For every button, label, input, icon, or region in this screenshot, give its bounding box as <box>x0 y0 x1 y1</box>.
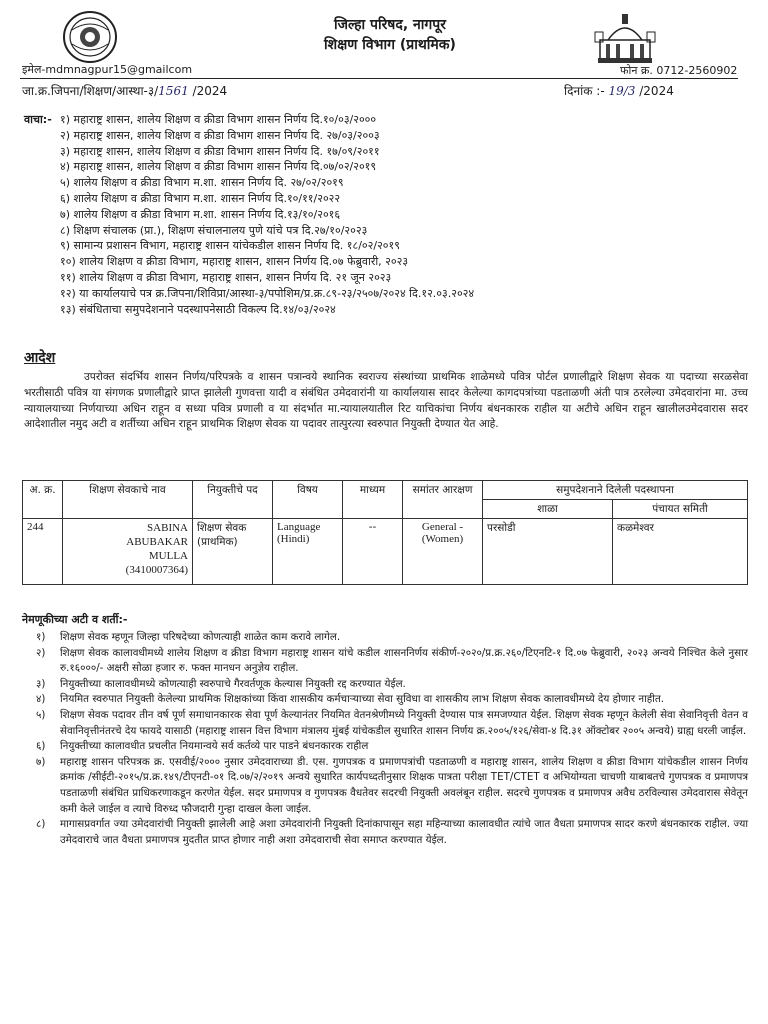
reference-item: १२) या कार्यालयाचे पत्र क्र.जिपना/शिविप्रा/आस्था-३/पपोशिम/प्र.क्र.८९-२३/२५०७/२०२४ दि.१२.०३.२०२४ <box>60 286 475 300</box>
cell-post: शिक्षण सेवक (प्राथमिक) <box>193 519 273 585</box>
condition-item: ६) नियुक्तीच्या कालावधीत प्रचलीत नियमान्वये सर्व कर्तव्ये पार पाडने बंधनकारक राहील <box>36 740 369 753</box>
header-subject: विषय <box>273 481 343 519</box>
email-address: इमेल-mdmnagpur15@gmailcom <box>22 63 193 76</box>
reference-item: ११) शालेय शिक्षण व क्रीडा विभाग, महाराष्ट्र शासन, शासन निर्णय दि. २१ जून २०२३ <box>60 270 392 284</box>
conditions-list <box>36 630 748 848</box>
cell-subject: Language (Hindi) <box>273 519 343 585</box>
table-row <box>23 519 748 585</box>
header-medium: माध्यम <box>343 481 403 519</box>
date-handwritten: 19/3 <box>608 84 636 98</box>
header-serial: अ. क्र. <box>23 481 63 519</box>
cell-committee: कळमेश्वर <box>613 519 748 585</box>
reference-item: ५) शालेय शिक्षण व क्रीडा विभाग म.शा. शासन निर्णय दि. २७/०२/२०१९ <box>60 176 344 190</box>
reference-item: १३) संबंधिताचा समुपदेशनाने पदस्थापनेसाठी विकल्प दि.१४/०३/२०२४ <box>60 302 336 316</box>
reference-item: वाचा:- १) महाराष्ट्र शासन, शालेय शिक्षण व क्रीडा विभाग शासन निर्णय दि.१०/०३/२००० <box>24 113 377 126</box>
reference-number-suffix: /2024 <box>188 84 228 98</box>
header-reservation: समांतर आरक्षण <box>403 481 483 519</box>
references-list <box>24 112 724 317</box>
reference-item: ४) महाराष्ट्र शासन, शालेय शिक्षण व क्रीडा विभाग शासन निर्णय दि.०७/०२/२०१९ <box>60 160 377 174</box>
references-lead: वाचा:- <box>24 113 52 126</box>
date-label: दिनांक :- <box>564 84 605 98</box>
header-committee: पंचायत समिती <box>613 500 748 519</box>
date-suffix: /2024 <box>635 84 674 98</box>
cell-serial: 244 <box>23 519 63 585</box>
header-name: शिक्षण सेवकाचे नाव <box>63 481 193 519</box>
reference-item: १०) शालेय शिक्षण व क्रीडा विभाग, महाराष्ट्र शासन, शासन निर्णय दि.०७ फेब्रुवारी, २०२३ <box>60 255 409 269</box>
cell-name: SABINA ABUBAKAR MULLA (3410007364) <box>63 519 193 585</box>
reference-number <box>22 82 227 99</box>
cell-medium: -- <box>343 519 403 585</box>
header-school: शाळा <box>483 500 613 519</box>
reference-number-prefix: जा.क्र.जिपना/शिक्षण/आस्था-३/ <box>22 84 159 98</box>
reference-item: २) महाराष्ट्र शासन, शालेय शिक्षण व क्रीडा विभाग शासन निर्णय दि. २७/०३/२००३ <box>60 128 380 142</box>
appointment-table <box>22 480 748 585</box>
order-heading: आदेश <box>24 350 56 366</box>
zilla-parishad-emblem-icon <box>62 10 118 64</box>
office-title: जिल्हा परिषद, नागपूर <box>334 17 446 33</box>
letter-date <box>564 82 674 99</box>
department-title: शिक्षण विभाग (प्राथमिक) <box>324 37 456 53</box>
header-posting: समुपदेशनाने दिलेली पदस्थापना <box>483 481 748 500</box>
table-header-row <box>23 481 748 500</box>
reference-item: ३) महाराष्ट्र शासन, शालेय शिक्षण व क्रीडा विभाग शासन निर्णय दि. १७/०९/२०११ <box>60 144 380 158</box>
reference-item: ९) सामान्य प्रशासन विभाग, महाराष्ट्र शासन यांचेकडील शासन निर्णय दि. १८/०२/२०१९ <box>60 239 400 253</box>
condition-item: १) शिक्षण सेवक म्हणून जिल्हा परिषदेच्या कोणत्याही शाळेत काम करावे लागेल. <box>36 631 341 643</box>
conditions-heading: नेमणूकीच्या अटी व शर्ती:- <box>22 613 128 626</box>
cell-reservation: General - (Women) <box>403 519 483 585</box>
reference-item: ७) शालेय शिक्षण व क्रीडा विभाग म.शा. शासन निर्णय दि.१३/१०/२०१६ <box>60 207 341 221</box>
condition-item: ८) मागासप्रवर्गात ज्या उमेदवारांची नियुक्ती झालेली आहे अशा उमेदवारांनी नियुक्ती दिनांकापासून सहा महिन्याच्या कालावधीत त्यांचे जात वैधता प्रमाणपत्र सादर करणे बंधनकारक राहील. ज्या उमेदवाराचे जात वैधता प्रमाणपत्र मुदतीत प्राप्त होणार नाही अशा उमेदवाराची सेवा समाप्त करण्यात येईल. <box>36 818 748 846</box>
order-paragraph: उपरोक्त संदर्भिय शासन निर्णय/परिपत्रके व शासन पत्रान्वये स्थानिक स्वराज्य संस्थांच्या प्राथमिक शाळेमध्ये पवित्र पोर्टल प्रणालीद्वारे शिक्षण सेवक या पदाच्या सरळसेवा भरतीसाठी पवित्र या संगणक प्रणालीद्वारे प्राप्त झालेली गुणवत्ता यादी व संबंधित उमेदवारांनी या कार्यालयास सादर केलेल्या कागदपत्रांच्या पडताळणी अंती पात्र ठरलेल्या उमेदवारांना मा. उच्च न्यायालयाच्या निर्णयाच्या अधिन राहून व सध्या पवित्र प्रणाली व या संदर्भात मा.न्यायालयातील रिट याचिकांचा निर्णय बंधनकारक राहील या अटीचे अधिन राहून खालीलउमेदवारास सदर आदेशातील नमुद अटी व शर्तीच्या अधिन राहून प्राथमिक शिक्षण सेवक या पदावर तात्पुरत्या स्वरुपात नियुक्ती देण्यात येत आहे. <box>24 371 748 431</box>
reference-number-handwritten: 1561 <box>158 84 189 98</box>
condition-item: २) शिक्षण सेवक कालावधीमध्ये शालेय शिक्षण व क्रीडा विभाग महाराष्ट्र शासन यांचे कडील शासननिर्णय संकीर्ण-२०२०/प्र.क्र.२६०/टिएनटि-१ दि.०७ फेब्रुवारी, २०२३ अन्वये निश्चित केले नुसार रु.१६०००/- अक्षरी सोळा हजार रु. फक्त मानधन अनुज्ञेय राहील. <box>36 646 748 675</box>
header-divider <box>20 78 738 79</box>
cell-school: परसोडी <box>483 519 613 585</box>
condition-item: ७) महाराष्ट्र शासन परिपत्रक क्र. एसवीई/२००० नुसार उमेदवाराच्या डी. एस. गुणपत्रक व प्रमाणपत्रांची पडताळणी व महाराष्ट्र शासन, शालेय शिक्षण व क्रीडा विभाग यांचेकडील शासन निर्णय क्रमांक /सीईटी-२०१५/प्र.क्र.१४९/टीएनटी-०१ दि.०७/२/२०१९ अन्वये सुधारित कार्यपध्दतीनुसार शिक्षक पात्रता परीक्षा TET/CTET व अभियोग्यता चाचणी याबाबतचे गुणपत्रक व प्रमाणपत्र पडताळणी संबंधित प्राधिकरणाकडून करणेत येईल. सदर प्रमाणपत्र व गुणपत्रक वैधतेवर सदरची नियुक्ती अवलंबून राहील. सदरचे गुणपत्रक व प्रमाणपत्र अवैध ठरविल्यास उमेदवारास सेवेतून कमी केले जाईल व त्याचे विरुध्द फौजदारी गुन्हा दाखल केला जाईल. <box>36 755 748 815</box>
reference-item: ८) शिक्षण संचालक (प्रा.), शिक्षण संचालनालय पुणे यांचे पत्र दि.२७/१०/२०२३ <box>60 223 368 237</box>
reference-item: ६) शालेय शिक्षण व क्रीडा विभाग म.शा. शासन निर्णय दि.१०/११/२०२२ <box>60 191 341 205</box>
condition-item: ५) शिक्षण सेवक पदावर तीन वर्ष पूर्ण समाधानकारक सेवा पूर्ण केल्यानंतर नियमित वेतनश्रेणीमध्ये नियुक्ती देण्यास पात्र समजण्यात येईल. शिक्षण सेवक म्हणून केलेली सेवा सेवानिवृत्ती वेतन व सेवानिवृत्तीनंतरचे देय फायदे यासाठी (महाराष्ट्र शासन वित्त विभाग मंत्रालय मुंबई यांचेकडील सुधारित शासन निर्णय क्र.२००५/१२६/सेवा-४ दि.३१ ऑक्टोबर २००५ अन्वये) ग्राह्य धरली जाईल. <box>36 708 748 737</box>
condition-item: ३) नियुक्तीच्या कालावधीमध्ये कोणत्याही स्वरुपाचे गैरवर्तणूक केल्यास नियुक्ती रद्द करण्यात येईल. <box>36 677 406 690</box>
condition-item: ४) नियमित स्वरुपात नियुक्ती केलेल्या प्राथमिक शिक्षकांच्या किंवा शासकीय कर्मचाऱ्याच्या सेवा सुविधा वा शासकीय लाभ शिक्षण सेवक कालावधीमध्ये देय होणार नाहीत. <box>36 693 665 706</box>
government-building-emblem-icon <box>594 10 656 66</box>
phone-number: फोन क्र. 0712-2560902 <box>620 64 738 77</box>
header-post: नियुक्तीचे पद <box>193 481 273 519</box>
